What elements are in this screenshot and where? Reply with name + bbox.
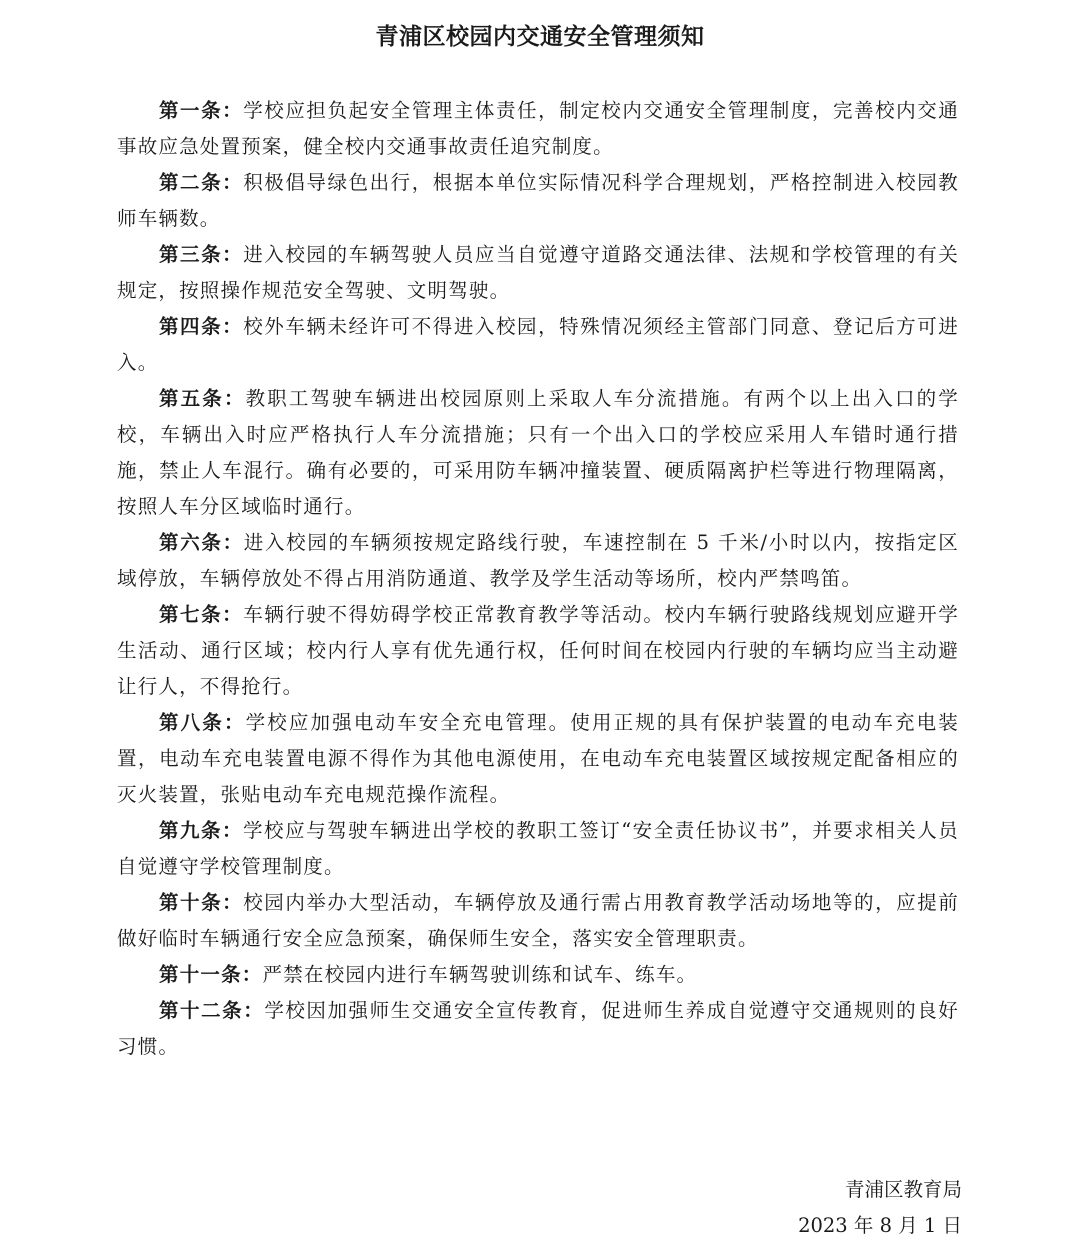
article-4 (117, 309, 959, 381)
article-label: 第七条： (159, 603, 244, 626)
article-text: 车辆行驶不得妨碍学校正常教育教学等活动。校内车辆行驶路线规划应避开学生活动、通行区域；校内行人享有优先通行权，任何时间在校园内行驶的车辆均应当主动避让行人，不得抢行。 (117, 603, 959, 698)
article-text: 教职工驾驶车辆进出校园原则上采取人车分流措施。有两个以上出入口的学校，车辆出入时应严格执行人车分流措施；只有一个出入口的学校应采用人车错时通行措施，禁止人车混行。确有必要的，可采用防车辆冲撞装置、硬质隔离护栏等进行物理隔离，按照人车分区域临时通行。 (117, 387, 959, 518)
document-title: 青浦区校园内交通安全管理须知 (375, 23, 705, 50)
article-text: 学校应加强电动车安全充电管理。使用正规的具有保护装置的电动车充电装置，电动车充电装置电源不得作为其他电源使用，在电动车充电装置区域按规定配备相应的灭火装置，张贴电动车充电规范操作流程。 (117, 711, 959, 806)
article-label: 第二条： (159, 171, 244, 194)
article-label: 第四条： (159, 315, 244, 338)
article-11 (117, 957, 959, 993)
issue-date: 2023 年 8 月 1 日 (798, 1214, 962, 1237)
article-text: 严禁在校园内进行车辆驾驶训练和试车、练车。 (262, 963, 698, 986)
article-10 (117, 885, 959, 957)
article-3 (117, 237, 959, 309)
article-5 (117, 381, 959, 525)
issuer-name: 青浦区教育局 (844, 1178, 962, 1201)
article-label: 第五条： (159, 387, 246, 410)
article-label: 第十条： (159, 891, 244, 914)
article-7 (117, 597, 959, 705)
article-label: 第九条： (159, 819, 244, 842)
article-text: 学校应担负起安全管理主体责任，制定校内交通安全管理制度，完善校内交通事故应急处置预案，健全校内交通事故责任追究制度。 (117, 99, 959, 158)
article-12 (117, 993, 959, 1065)
article-9 (117, 813, 959, 885)
article-text: 校外车辆未经许可不得进入校园，特殊情况须经主管部门同意、登记后方可进入。 (117, 315, 959, 374)
article-label: 第十二条： (159, 999, 265, 1022)
article-text: 进入校园的车辆驾驶人员应当自觉遵守道路交通法律、法规和学校管理的有关规定，按照操作规范安全驾驶、文明驾驶。 (117, 243, 959, 302)
article-label: 第八条： (159, 711, 246, 734)
article-8 (117, 705, 959, 813)
article-label: 第三条： (159, 243, 244, 266)
article-label: 第六条： (159, 531, 244, 554)
article-list (117, 93, 959, 1065)
article-text: 学校因加强师生交通安全宣传教育，促进师生养成自觉遵守交通规则的良好习惯。 (117, 999, 959, 1058)
article-2 (117, 165, 959, 237)
article-label: 第十一条： (159, 963, 263, 986)
article-1 (117, 93, 959, 165)
signature-block (798, 1172, 962, 1244)
article-text: 学校应与驾驶车辆进出学校的教职工签订“安全责任协议书”，并要求相关人员自觉遵守学校管理制度。 (117, 819, 959, 878)
article-text: 校园内举办大型活动，车辆停放及通行需占用教育教学活动场地等的，应提前做好临时车辆通行安全应急预案，确保师生安全，落实安全管理职责。 (117, 891, 959, 950)
article-text: 积极倡导绿色出行，根据本单位实际情况科学合理规划，严格控制进入校园教师车辆数。 (117, 171, 959, 230)
article-6 (117, 525, 959, 597)
article-label: 第一条： (159, 99, 244, 122)
article-text: 进入校园的车辆须按规定路线行驶，车速控制在 5 千米/小时以内，按指定区域停放，车辆停放处不得占用消防通道、教学及学生活动等场所，校内严禁鸣笛。 (117, 531, 959, 590)
